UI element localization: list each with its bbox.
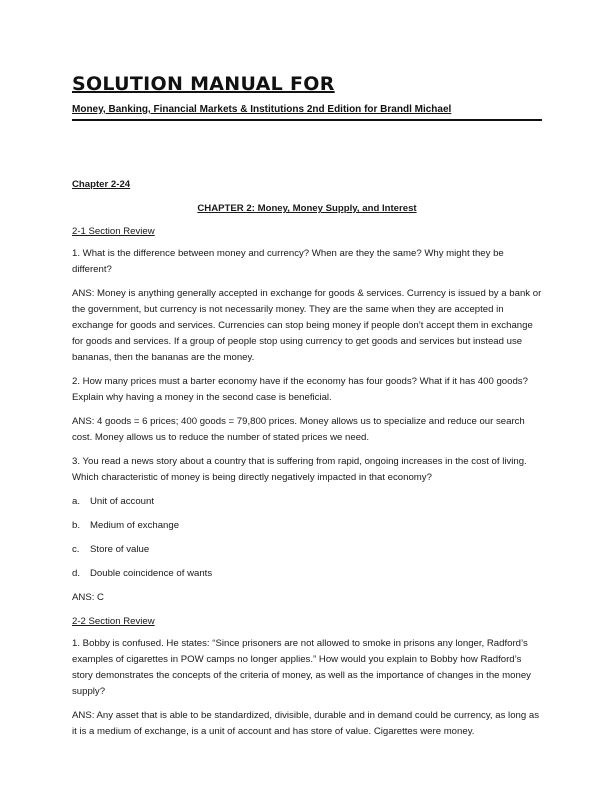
option-text: Unit of account bbox=[90, 496, 154, 507]
option-letter: c. bbox=[72, 544, 80, 555]
option-text: Double coincidence of wants bbox=[90, 568, 213, 579]
answer-3: ANS: C bbox=[72, 592, 104, 603]
option-text: Store of value bbox=[90, 544, 150, 555]
option-b bbox=[72, 518, 542, 534]
option-a bbox=[72, 494, 542, 510]
page-title: SOLUTION MANUAL FOR bbox=[72, 73, 335, 95]
answer-1: ANS: Money is anything generally accepted in exchange for goods & services. Currency is issued by a bank or the government, but currency is not necessarily money. They are the same when they are accepted in exchange for goods and services. Currencies can stop being money if people don’t accept them in exchange for goods and services. If a group of people stop using currency to get goods and services but instead use bananas, then the bananas are the money. bbox=[72, 288, 542, 363]
book-subtitle: Money, Banking, Financial Markets & Institutions 2nd Edition for Brandl Michael bbox=[72, 104, 452, 115]
chapter-range: Chapter 2-24 bbox=[72, 179, 131, 190]
option-d bbox=[72, 566, 542, 582]
section-heading-2-1: 2-1 Section Review bbox=[72, 226, 155, 237]
option-letter: d. bbox=[72, 568, 81, 579]
option-text: Medium of exchange bbox=[90, 520, 180, 531]
option-letter: a. bbox=[72, 496, 81, 507]
question-1: 1. What is the difference between money and currency? When are they the same? Why might they be different? bbox=[72, 248, 504, 275]
chapter-heading: CHAPTER 2: Money, Money Supply, and Interest bbox=[197, 203, 417, 214]
question-3: 3. You read a news story about a country that is suffering from rapid, ongoing increases in the cost of living. Which characteristic of money is being directly negatively impacted in that economy? bbox=[72, 456, 527, 483]
answer-4: ANS: Any asset that is able to be standardized, divisible, durable and in demand could be currency, as long as it is a medium of exchange, is a unit of account and has store of value. Cigarettes were money. bbox=[72, 710, 539, 737]
question-2: 2. How many prices must a barter economy have if the economy has four goods? What if it has 400 goods? Explain why having a money in the second case is beneficial. bbox=[72, 376, 528, 403]
option-c bbox=[72, 542, 542, 558]
answer-2: ANS: 4 goods = 6 prices; 400 goods = 79,800 prices. Money allows us to specialize and reduce our search cost. Money allows us to reduce the number of stated prices we need. bbox=[72, 416, 525, 443]
question-4: 1. Bobby is confused. He states: “Since prisoners are not allowed to smoke in prisons any longer, Radford’s examples of cigarettes in POW camps no longer applies.” How would you explain to Bobby how Radford’s story demonstrates the concepts of the criteria of money, as well as the importance of changes in the money supply? bbox=[72, 638, 531, 697]
document-body bbox=[72, 177, 542, 748]
header-rule bbox=[72, 119, 542, 121]
section-heading-2-2: 2-2 Section Review bbox=[72, 616, 155, 627]
option-letter: b. bbox=[72, 520, 81, 531]
